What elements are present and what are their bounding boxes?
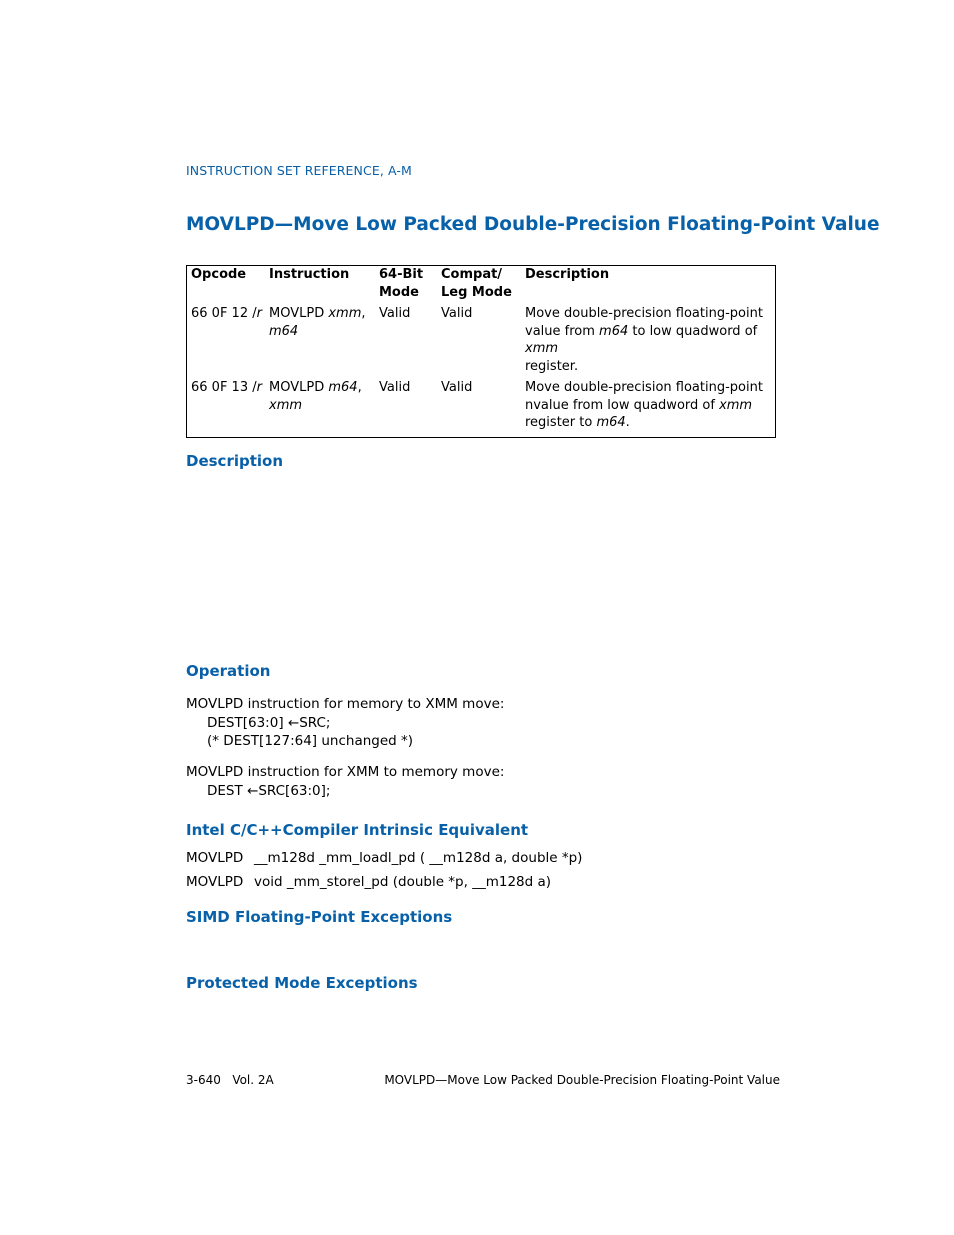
description-cell: Move double-precision floating-point nvalue from low quadword of xmm register to m64. <box>525 380 763 430</box>
running-head: INSTRUCTION SET REFERENCE, A-M <box>186 163 412 178</box>
footer-title: MOVLPD—Move Low Packed Double-Precision Floating-Point Value <box>384 1073 780 1087</box>
mode64-cell: Valid <box>379 380 411 395</box>
compat-cell: Valid <box>441 380 473 395</box>
operation-block-load <box>186 695 504 751</box>
instruction-cell: MOVLPD m64, xmm <box>269 380 362 413</box>
operation-line: DEST ←SRC[63:0]; <box>207 782 331 799</box>
intrinsic-signature: void _mm_storel_pd (double *p, __m128d a) <box>254 874 552 890</box>
table-header-row <box>187 266 776 302</box>
mode64-cell: Valid <box>379 306 411 321</box>
operation-line: (* DEST[127:64] unchanged *) <box>207 733 414 749</box>
section-heading-protected-mode: Protected Mode Exceptions <box>186 974 418 992</box>
page-title: MOVLPD—Move Low Packed Double-Precision Floating-Point Value <box>186 214 880 235</box>
operation-block-store <box>186 763 504 800</box>
intrinsic-row <box>186 874 551 890</box>
col-header-instruction: Instruction <box>269 267 350 282</box>
instruction-cell: MOVLPD xmm, m64 <box>269 306 366 339</box>
opcode-table <box>186 265 776 438</box>
intrinsic-row <box>186 850 582 866</box>
table-row <box>187 375 776 437</box>
operation-block-title: MOVLPD instruction for memory to XMM move: <box>186 696 505 712</box>
section-heading-operation: Operation <box>186 662 271 680</box>
opcode-cell: 66 0F 12 /r <box>191 306 262 321</box>
operation-line: DEST[63:0] ←SRC; <box>207 714 331 731</box>
intrinsic-signature: __m128d _mm_loadl_pd ( __m128d a, double *p) <box>254 850 583 866</box>
col-header-opcode: Opcode <box>191 267 247 282</box>
operation-block-title: MOVLPD instruction for XMM to memory move: <box>186 764 505 780</box>
footer-page-number: 3-640 Vol. 2A <box>186 1073 274 1087</box>
description-cell: Move double-precision floating-point value from m64 to low quadword of xmm register. <box>525 306 763 374</box>
table-row <box>187 301 776 375</box>
opcode-cell: 66 0F 13 /r <box>191 380 262 395</box>
col-header-description: Description <box>525 267 610 282</box>
col-header-compat-mode: Compat/ Leg Mode <box>441 267 512 300</box>
intrinsic-mnemonic: MOVLPD <box>186 874 244 890</box>
section-heading-description: Description <box>186 452 284 470</box>
section-heading-simd: SIMD Floating-Point Exceptions <box>186 908 453 926</box>
section-heading-intrinsic: Intel C/C++Compiler Intrinsic Equivalent <box>186 821 529 839</box>
col-header-64bit-mode: 64-Bit Mode <box>379 267 424 300</box>
intrinsic-mnemonic: MOVLPD <box>186 850 244 866</box>
compat-cell: Valid <box>441 306 473 321</box>
